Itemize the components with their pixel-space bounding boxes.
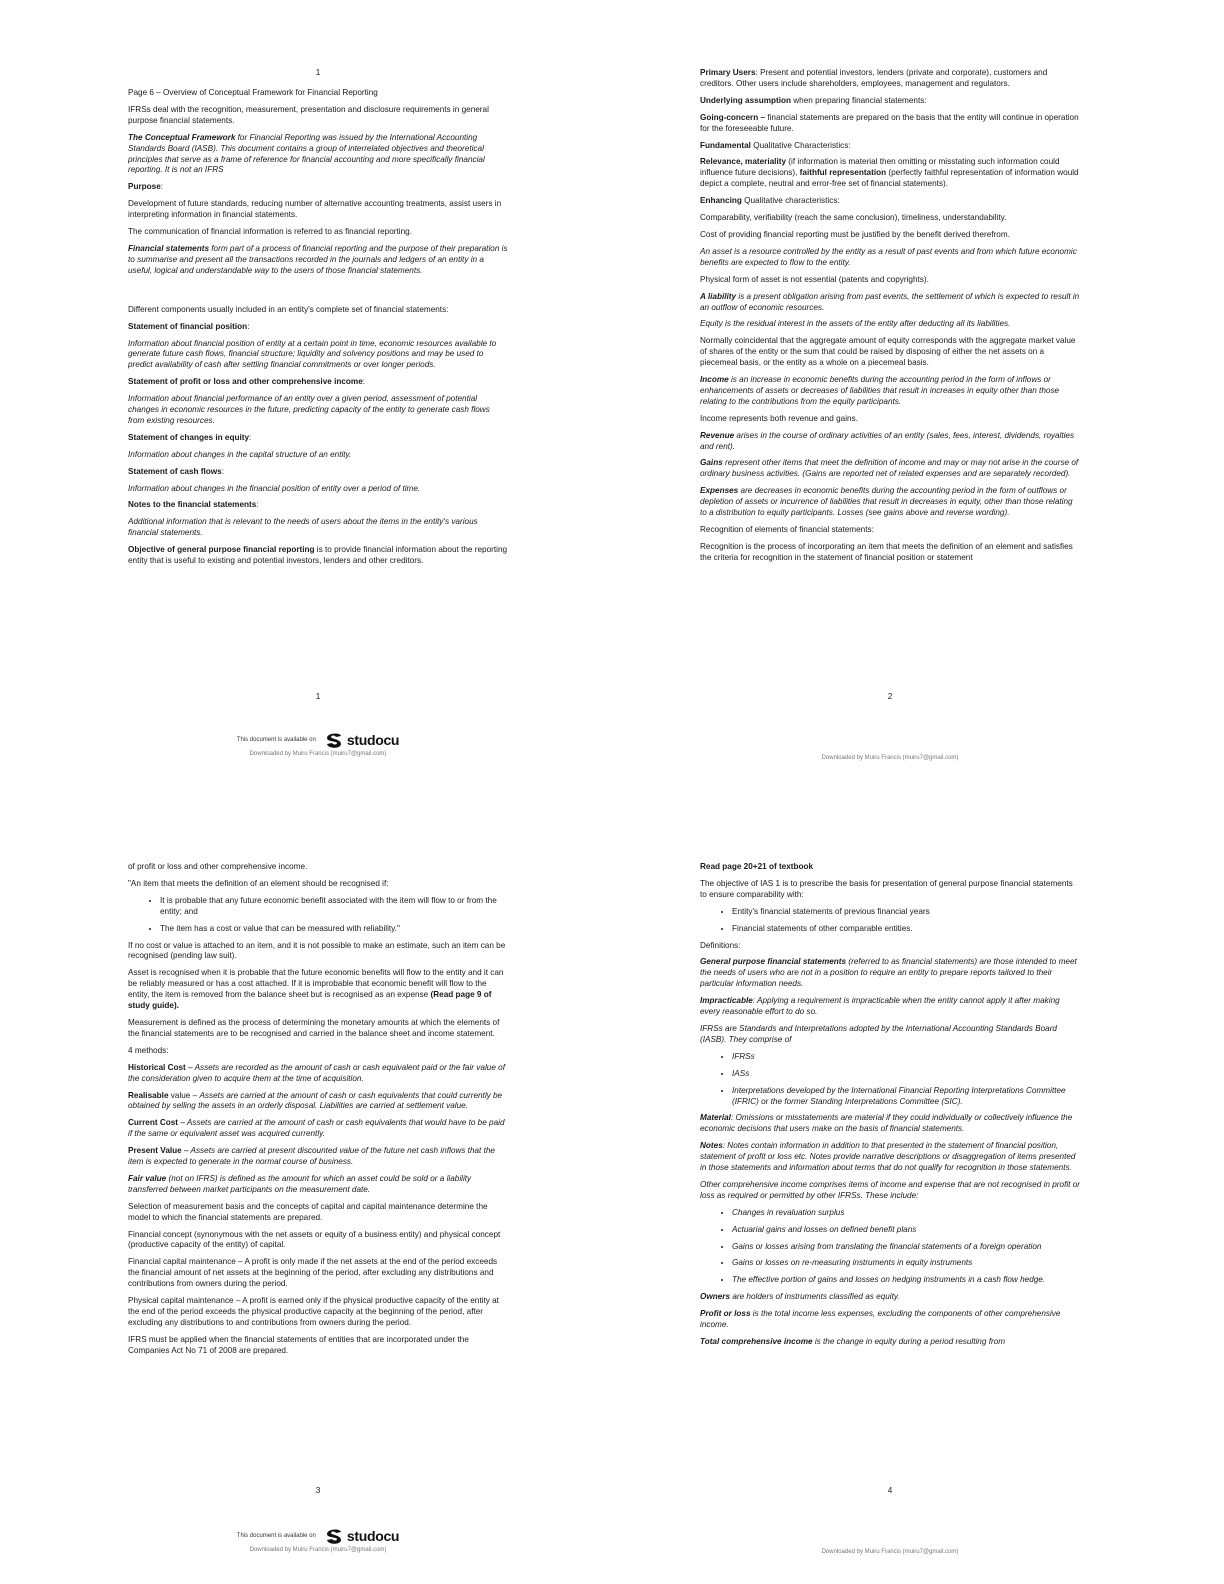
page-content (128, 862, 508, 1363)
paragraph (700, 486, 1080, 519)
text-run: IFRSs deal with the recognition, measurement, presentation and disclosure requirements in general purpose financial statements. (128, 104, 489, 125)
list-item (160, 924, 508, 935)
text-run: Information about changes in the financial position of entity over a period of time. (128, 483, 421, 493)
text-run: Actuarial gains and losses on defined benefit plans (732, 1224, 917, 1234)
text-run: : Notes contain information in addition to that presented in the statement of financial position, statement of profit or loss etc. Notes provide narrative descriptions or disaggregation of items presented in those statements and information about terms that do not qualify for recognition in those statements. (700, 1141, 1076, 1173)
text-run: – Assets are recorded as the amount of cash or cash equivalent paid or the fair value of the consideration given to acquire them at the time of acquisition. (128, 1062, 505, 1083)
text-run: financial statements are prepared on the basis that the entity will continue in operation for the foreseeable future. (700, 112, 1079, 133)
studocu-logo (324, 1526, 399, 1546)
paragraph (700, 957, 1080, 990)
text-run: Page 6 – Overview of Conceptual Framework for Financial Reporting (128, 88, 378, 97)
paragraph (128, 941, 508, 963)
paragraph (128, 433, 508, 444)
text-run: Current Cost (128, 1118, 179, 1128)
paragraph (700, 196, 1080, 207)
paragraph (700, 247, 1080, 269)
paragraph (700, 319, 1080, 330)
text-run: A liability (700, 291, 737, 301)
text-run: Physical form of asset is not essential (patents and copyrights). (700, 274, 929, 284)
text-run: : Applying a requirement is impracticable when the entity cannot apply it after making every reasonable effort to do so. (700, 996, 1060, 1017)
list-item (732, 1208, 1080, 1219)
studocu-banner[interactable] (128, 730, 508, 750)
paragraph (128, 968, 508, 1012)
document-page-4 (700, 862, 1080, 1574)
page-content (700, 862, 1080, 1354)
text-run: Realisable (128, 1090, 169, 1100)
text-run: Expenses (700, 486, 739, 496)
text-run: Enhancing (700, 196, 742, 206)
studocu-wordmark: studocu (346, 732, 400, 748)
page-number-bottom: 1 (315, 692, 321, 701)
text-run: Primary Users (700, 68, 756, 77)
paragraph (128, 105, 508, 127)
list-item (732, 1052, 1080, 1063)
paragraph (128, 1202, 508, 1224)
text-run: Read page 20+21 of textbook (700, 862, 814, 871)
text-run: IASs (732, 1068, 750, 1078)
text-run: Other comprehensive income comprises items of income and expense that are not recognised in profit or loss as required or permitted by other IFRSs. These include: (700, 1179, 1080, 1200)
text-run: The effective portion of gains and losses on hedging instruments in a cash flow hedge. (732, 1275, 1046, 1285)
text-run: Entity's financial statements of previous financial years (732, 906, 930, 916)
paragraph (700, 375, 1080, 408)
paragraph (128, 1174, 508, 1196)
studocu-mark-icon (324, 1526, 344, 1546)
available-on-text: This document is available on (236, 1533, 316, 1539)
text-run: Comparability, verifiability (reach the same conclusion), timeliness, understandability. (700, 213, 1007, 223)
text-run: Development of future standards, reducing number of alternative accounting treatments, assist users in interpreting information in financial statements. (128, 199, 502, 220)
text-run: 4 methods: (128, 1045, 169, 1055)
text-run: Changes in revaluation surplus (732, 1207, 845, 1217)
text-run: Qualitative Characteristics: (750, 140, 851, 150)
studocu-banner[interactable] (128, 1526, 508, 1546)
text-run: Historical Cost (128, 1062, 186, 1072)
text-run: Total comprehensive income (700, 1337, 813, 1346)
list-item (732, 1275, 1080, 1286)
list-item (160, 896, 508, 918)
paragraph (700, 275, 1080, 286)
paragraph (128, 394, 508, 427)
text-run: Impracticable (700, 996, 753, 1006)
text-run: is the change in equity during a period resulting from (812, 1337, 1006, 1346)
paragraph (700, 96, 1080, 107)
text-run: Present Value (128, 1146, 182, 1156)
list-item (732, 1225, 1080, 1236)
paragraph (700, 862, 1080, 873)
text-run: when preparing financial statements: (790, 95, 927, 105)
paragraph (128, 339, 508, 372)
text-run: Statement of financial position (128, 321, 248, 331)
bullet-list (700, 907, 1080, 935)
text-run: Different components usually included in an entity's complete set of financial statements: (128, 304, 449, 314)
page-footer (700, 1548, 1080, 1556)
text-run: Statement of cash flows (128, 466, 222, 476)
text-run: Fair value (128, 1173, 167, 1183)
paragraph (700, 431, 1080, 453)
paragraph (128, 1335, 508, 1357)
text-run: IFRS must be applied when the financial statements of entities that are incorporated under the Companies Act No 71 of 2008 are prepared. (128, 1334, 469, 1355)
text-run: : Omissions or misstatements are material if they could individually or collectively influence the economic decisions that users make on the basis of financial statements. (700, 1113, 1073, 1134)
paragraph (700, 1292, 1080, 1303)
text-run: Normally coincidental that the aggregate amount of equity corresponds with the aggregate market value of shares of the entity or the sum that could be raised by disposing of either the net assets on a piecemeal basis, or the entity as a whole on a piecemeal basis. (700, 336, 1076, 368)
paragraph (128, 244, 508, 277)
text-run: : (362, 377, 366, 387)
text-run: Going-concern – (700, 112, 768, 122)
text-run: Additional information that is relevant to the needs of users about the items in the entity's various financial statements. (128, 517, 478, 538)
paragraph (128, 1046, 508, 1057)
paragraph (700, 1180, 1080, 1202)
text-run: is the total income less expenses, excluding the components of other comprehensive income. (700, 1309, 1061, 1330)
paragraph (128, 322, 508, 333)
downloaded-by-text: Downloaded by Muiru Francis (muiru7@gmail.com) (821, 755, 959, 761)
text-run: is a present obligation arising from past events, the settlement of which is expected to result in an outflow of economic resources. (700, 291, 1080, 312)
text-run: : Present and potential investors, lenders (private and corporate), customers and creditors. Other users include shareholders, employees, management and regulators. (700, 68, 1048, 88)
page-footer (128, 1526, 508, 1554)
text-run: (not on IFRS) is defined as the amount for which an asset could be sold or a liability transferred between market participants on the measurement date. (128, 1173, 472, 1194)
list-item (732, 924, 1080, 935)
spacer (128, 283, 508, 305)
paragraph (700, 1113, 1080, 1135)
list-item (732, 1242, 1080, 1253)
text-run: Underlying assumption (700, 95, 791, 105)
paragraph (700, 113, 1080, 135)
paragraph (700, 1141, 1080, 1174)
paragraph (128, 199, 508, 221)
text-run: Gains or losses on re-measuring instruments in equity instruments (732, 1258, 973, 1268)
text-run: Relevance, materiality (700, 157, 787, 167)
text-run: (if information is material then omitting or misstating such information could influence future decisions), (700, 157, 1060, 178)
paragraph (128, 500, 508, 511)
list-item (732, 1086, 1080, 1108)
text-run: Income (700, 375, 729, 385)
paragraph (700, 941, 1080, 952)
text-run: Notes (700, 1141, 723, 1151)
page-footer (700, 754, 1080, 762)
paragraph (700, 230, 1080, 241)
text-run: : (256, 500, 259, 510)
paragraph (700, 1309, 1080, 1331)
downloaded-by-text: Downloaded by Muiru Francis (muiru7@gmail.com) (249, 1547, 387, 1553)
paragraph (700, 336, 1080, 369)
text-run: : (160, 182, 164, 192)
paragraph (128, 862, 508, 873)
text-run: form part of a process of financial reporting and the purpose of their preparation is to summarise and present all the transactions recorded in the journals and ledgers of an entity in a useful, logical and understandable way to the users of those financial statements. (128, 243, 508, 275)
studocu-logo (324, 730, 399, 750)
text-run: faithful representation (799, 168, 887, 178)
paragraph (128, 1063, 508, 1085)
paragraph (128, 305, 508, 316)
text-run: Statement of changes in equity (128, 432, 250, 442)
paragraph (700, 1337, 1080, 1348)
page-number-bottom: 3 (315, 1486, 321, 1495)
paragraph (700, 458, 1080, 480)
paragraph (700, 292, 1080, 314)
text-run: The Conceptual Framework (128, 132, 236, 142)
paragraph (128, 227, 508, 238)
page-content (700, 68, 1080, 570)
text-run: Assets are carried at the amount of cash or cash equivalents that could currently be obtained by selling the assets in an orderly disposal. Liabilities are carried at settlement value. (128, 1090, 503, 1111)
studocu-mark-icon (324, 730, 344, 750)
text-run: value – (168, 1090, 200, 1100)
text-run: for Financial Reporting was issued by the International Accounting Standards Board (IASB). This document contains a group of interrelated objectives and theoretical principles that serve as a frame of reference for financial accounting and more specifically financial reporting. It is not an IFRS (128, 132, 485, 175)
paragraph (128, 1230, 508, 1252)
text-run: is an increase in economic benefits during the accounting period in the form of inflows or enhancements of assets or decreases of liabilities that result in increases in equity other than those relating to the contributions from the equity participants. (700, 375, 1060, 406)
paragraph (700, 879, 1080, 901)
available-on-text: This document is available on (236, 737, 316, 743)
paragraph (128, 133, 508, 177)
text-run: The item has a cost or value that can be measured with reliability." (160, 923, 400, 933)
paragraph (700, 542, 1080, 564)
page-footer (128, 730, 508, 758)
bullet-list (128, 896, 508, 935)
document-page-2 (700, 68, 1080, 772)
text-run: Measurement is defined as the process of determining the monetary amounts at which the elements of the financial statements are to be recognised and carried in the balance sheet and income statement. (128, 1017, 500, 1038)
text-run: Statement of profit or loss and other comprehensive income (128, 377, 363, 387)
text-run: represent other items that meet the definition of income and may or may not arise in the course of ordinary business activities. (Gains are reported net of related expenses and are separately recorded). (700, 458, 1079, 479)
text-run: Information about financial performance of an entity over a given period, assessment of potential changes in economic resources in the future, predicting capacity of the entity to generate cash flows from existing resources. (128, 394, 490, 425)
paragraph (128, 1146, 508, 1168)
text-run: Gains or losses arising from translating the financial statements of a foreign operation (732, 1241, 1042, 1251)
paragraph (128, 1296, 508, 1329)
paragraph (700, 525, 1080, 536)
text-run: are holders of instruments classified as equity. (730, 1292, 900, 1302)
document-page-3 (128, 862, 508, 1574)
text-run: Cost of providing financial reporting must be justified by the benefit derived therefrom. (700, 229, 1010, 239)
text-run: Material (700, 1113, 731, 1123)
paragraph (128, 450, 508, 461)
text-run: : (249, 432, 252, 442)
paragraph (128, 484, 508, 495)
text-run: Definitions: (700, 940, 741, 950)
text-run: is to provide financial information about the reporting entity that is useful to existing and potential investors, lenders and other creditors. (128, 545, 508, 566)
text-run: Income represents both revenue and gains. (700, 413, 858, 423)
text-run: Objective of general purpose financial reporting (128, 545, 315, 555)
text-run: Recognition is the process of incorporating an item that meets the definition of an element and satisfies the criteria for recognition in the statement of financial position or statement (700, 541, 1073, 562)
document-page-1 (128, 68, 508, 772)
text-run: Purpose (128, 182, 161, 192)
paragraph (700, 213, 1080, 224)
text-run: The communication of financial information is referred to as financial reporting. (128, 227, 412, 237)
text-run: : (221, 466, 225, 476)
paragraph (128, 545, 508, 567)
paragraph (128, 1091, 508, 1113)
paragraph (700, 996, 1080, 1018)
downloaded-by-text: Downloaded by Muiru Francis (muiru7@gmail.com) (821, 1549, 959, 1555)
list-item (732, 907, 1080, 918)
text-run: Gains (700, 458, 723, 468)
text-run: Profit or loss (700, 1309, 751, 1319)
page-number-bottom: 4 (887, 1486, 893, 1495)
text-run: Information about changes in the capital structure of an entity. (128, 449, 352, 459)
text-run: Financial concept (synonymous with the net assets or equity of a business entity) and physical concept (productive capacity of the entity) of capital. (128, 1229, 501, 1250)
text-run: Notes to the financial statements (128, 500, 257, 510)
paragraph (700, 157, 1080, 190)
text-run: (Read page 9 of study guide). (128, 990, 492, 1011)
text-run: Revenue (700, 430, 735, 440)
paragraph (128, 879, 508, 890)
paragraph (700, 1024, 1080, 1046)
text-run: (referred to as financial statements) are those intended to meet the needs of users who are not in a position to require an entity to prepare reports tailored to their particular information needs. (700, 957, 1077, 989)
text-run: An asset is a resource controlled by the entity as a result of past events and from which future economic benefits are expected to flow to the entity. (700, 246, 1077, 267)
text-run: Recognition of elements of financial statements: (700, 525, 874, 534)
paragraph (128, 1018, 508, 1040)
page-number-bottom: 2 (887, 692, 893, 701)
text-run: Financial statements (128, 243, 209, 253)
paragraph (128, 1257, 508, 1290)
text-run: Asset is recognised when it is probable that the future economic benefits will flow to the entity and it can be reliably measured or has a cost attached. If it is improbable that economic benefit will flow to the entity, the item is removed from the balance sheet but is recognised as an expense (128, 968, 504, 1000)
text-run: – Assets are carried at the amount of cash or cash equivalents that would have to be paid if the same or equivalent asset was acquired currently. (128, 1118, 505, 1139)
text-run: : (247, 321, 250, 331)
paragraph (128, 1118, 508, 1140)
text-run: "An item that meets the definition of an element should be recognised if: (128, 878, 389, 888)
text-run: arises in the course of ordinary activities of an entity (sales, fees, interest, dividends, royalties and rent). (700, 430, 1075, 451)
paragraph (128, 467, 508, 478)
paragraph (700, 141, 1080, 152)
text-run: The objective of IAS 1 is to prescribe the basis for presentation of general purpose financial statements to ensure comparability with: (700, 878, 1073, 899)
text-run: If no cost or value is attached to an item, and it is not possible to make an estimate, such an item can be recognised (pending law suit). (128, 940, 506, 961)
bullet-list (700, 1208, 1080, 1287)
text-run: IFRSs are Standards and Interpretations adopted by the International Accounting Standards Board (IASB). They comprise of (700, 1023, 1057, 1044)
text-run: of profit or loss and other comprehensive income. (128, 862, 308, 871)
bullet-list (700, 1052, 1080, 1108)
paragraph (128, 182, 508, 193)
page-content (128, 88, 508, 573)
text-run: Information about financial position of entity at a certain point in time, economic resources available to generate future cash flows, financial structure; liquidity and solvency positions and may be used to predict availability of cash after settling financial commitments or over longer periods. (128, 338, 497, 370)
text-run: IFRSs (732, 1051, 755, 1061)
text-run: Physical capital maintenance – A profit is earned only if the physical productive capacity of the entity at the end of the period exceeds the physical productive capacity at the beginning of the period, after excluding any distributions to and contributions from owners during the period. (128, 1296, 499, 1327)
studocu-wordmark: studocu (346, 1528, 400, 1544)
text-run: Qualitative characteristics: (741, 196, 840, 206)
text-run: are decreases in economic benefits during the accounting period in the form of outflows or depletion of assets or incurrence of liabilities that result in decreases in equity, other than those relating to a distribution to equity participants. Losses (see gains above and reverse wording). (700, 486, 1073, 518)
paragraph (700, 68, 1080, 90)
text-run: Financial capital maintenance – A profit is only made if the net assets at the end of the period exceeds the financial amount of net assets at the beginning of the period, after excluding any distributions and contributions from owners during the period. (128, 1257, 498, 1289)
paragraph (128, 517, 508, 539)
text-run: Owners (700, 1292, 731, 1302)
downloaded-by-text: Downloaded by Muiru Francis (muiru7@gmail.com) (249, 751, 387, 757)
paragraph (128, 377, 508, 388)
text-run: – Assets are carried at present discounted value of the future net cash inflows that the item is expected to generate in the normal course of business. (128, 1146, 495, 1167)
page-number-top: 1 (315, 68, 321, 77)
paragraph (128, 88, 508, 99)
text-run: It is probable that any future economic benefit associated with the item will flow to or from the entity; and (160, 895, 497, 916)
list-item (732, 1258, 1080, 1269)
text-run: Selection of measurement basis and the concepts of capital and capital maintenance determine the model to which the financial statements are prepared. (128, 1201, 488, 1222)
paragraph (700, 414, 1080, 425)
text-run: Interpretations developed by the International Financial Reporting Interpretations Committee (IFRIC) or the former Standing Interpretations Committee (SIC). (732, 1085, 1066, 1106)
text-run: Financial statements of other comparable entities. (732, 923, 913, 933)
text-run: (perfectly faithful representation of information would depict a complete, neutral and error-free set of financial statements). (700, 168, 1079, 189)
text-run: General purpose financial statements (700, 957, 847, 967)
text-run: Fundamental (700, 140, 751, 150)
text-run: Equity is the residual interest in the assets of the entity after deducting all its liabilities. (700, 319, 1011, 329)
list-item (732, 1069, 1080, 1080)
